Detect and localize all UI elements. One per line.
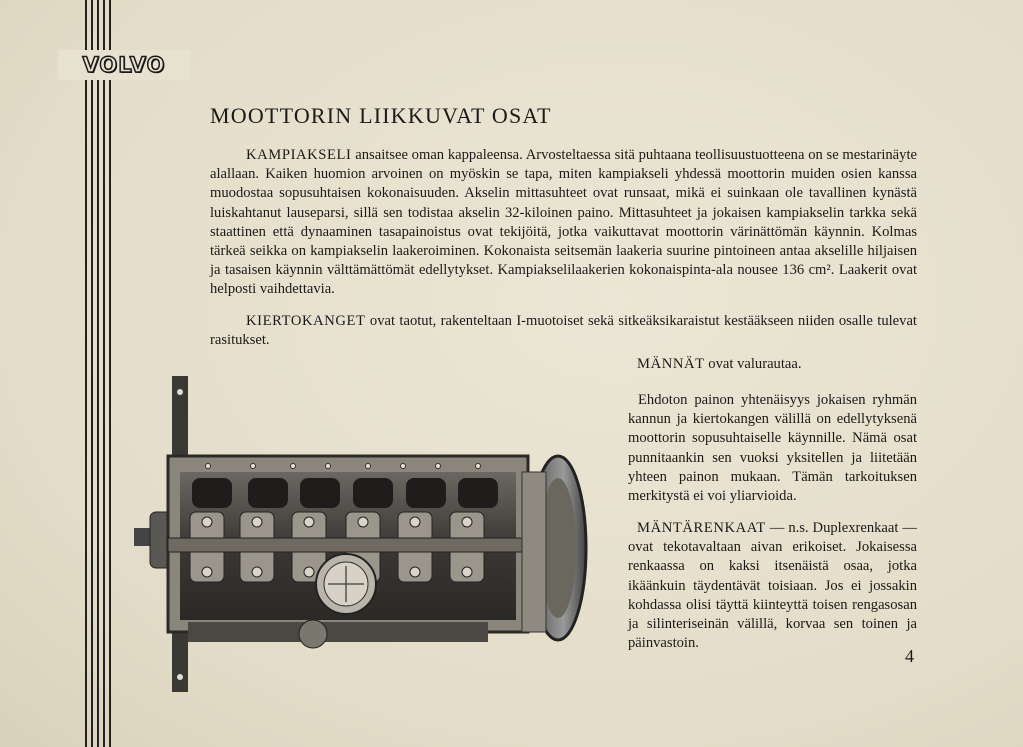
vertical-rule xyxy=(103,0,105,747)
lead-word: KAMPIAKSELI xyxy=(246,147,352,163)
page-number: 4 xyxy=(905,646,914,666)
paragraph-text: — n.s. Duplexrenkaat — ovat tekotavaltaan aivan erikoiset. Jokaisessa renkaassa on kaksi itsenäistä osaa, jotka ikäänkuin täydentävät toisiaan. Jos ei jossakin kohdassa olisi täyttä kiinteyttä toisen rengasosan ja silinteriseinän välillä, korvaa sen toinen ja päinvastoin. xyxy=(628,520,917,652)
vertical-rule xyxy=(91,0,93,747)
vertical-rule xyxy=(97,0,99,747)
page-title: MOOTTORIN LIIKKUVAT OSAT xyxy=(210,103,552,128)
volvo-logo: VOLVO xyxy=(60,53,188,77)
paragraph-kampiakseli xyxy=(210,146,917,300)
vertical-rule xyxy=(85,0,87,747)
paragraph-mannat xyxy=(628,355,917,374)
vertical-rule xyxy=(109,0,111,747)
paragraph-mantarenkaat xyxy=(628,519,917,653)
paragraph-text: ovat taotut, rakenteltaan I-muotoiset sekä sitkeäksikaraistut kestääkseen niiden osalle tulevat rasitukset. xyxy=(210,313,917,349)
paragraph-text: ovat valurautaa. xyxy=(704,356,802,372)
lead-word: KIERTOKANGET xyxy=(246,313,366,329)
paragraph-text: Ehdoton painon yhtenäisyys jokaisen ryhmän kannun ja kiertokangen välillä on edellytyksenä moottorin sopusuhtaiselle käynnille. Nämä osat punnitaankin sen vuoksi yksitellen ja liitetään yhteen painon mukaan. Tämän tarkoituksen merkitystä ei voi yliarvioida. xyxy=(628,392,917,505)
paragraph-paino xyxy=(628,391,917,506)
lead-word: MÄNNÄT xyxy=(637,356,705,372)
lead-word: MÄNTÄRENKAAT xyxy=(637,520,766,536)
paragraph-kiertokanget xyxy=(210,312,917,350)
paragraph-text: ansaitsee oman kappaleensa. Arvosteltaessa sitä puhtaana teollisuustuotteena on se mestarinäyte alallaan. Kaiken huomion arvoinen on myöskin se tapa, miten kampiakseli yhdessä moottorin muiden osien kanssa muodostaa sopusuhtaisen kokonaisuuden. Akselin mittasuhteet ovat runsaat, mikä ei suinkaan ole tavallinen kynästä luiskahtanut lauseparsi, sillä sen todistaa akselin 32-kiloinen paino. Mittasuhteet ja jokaisen kampiakselin tarkka sekä staattinen että dynaaminen tasapainoistus ovat tekijöitä, jotka vaikuttavat moottorin värinättömän käynnin. Kolmas tärkeä seikka on kampiakselin laakeroiminen. Kokonaista seitsemän laakeria suurine pintoineen antaa akselille hiljaisen ja tasaisen käynnin välttämättömät edellytykset. Kampiakselilaakerien kokonaispinta-ala nousee 136 cm². Laakerit ovat helposti vaihdettavia. xyxy=(210,147,917,298)
engine-crankshaft-photo xyxy=(128,372,588,697)
